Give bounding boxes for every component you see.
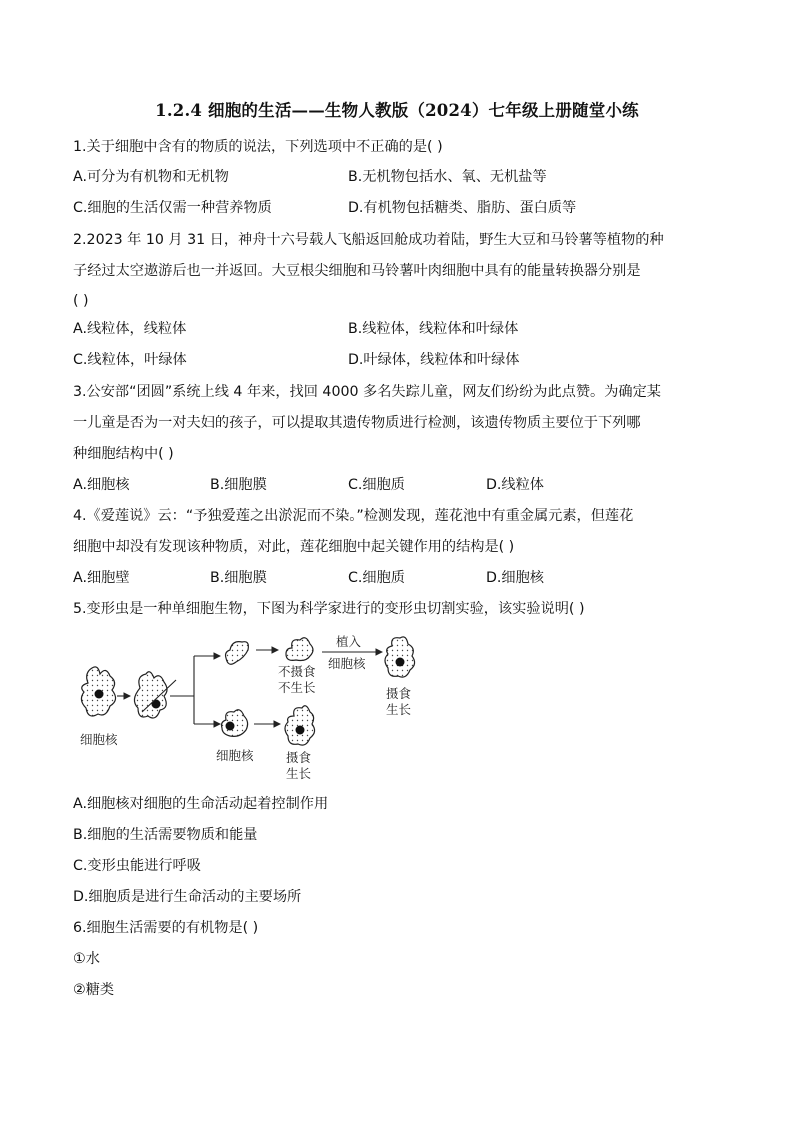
question-4-option-a: A.细胞壁: [73, 570, 130, 586]
label-nucleus-bottom: 细胞核: [216, 748, 254, 763]
question-6-item-2: ②糖类: [73, 982, 115, 998]
question-5-option-a: A.细胞核对细胞的生命活动起着控制作用: [73, 796, 329, 812]
question-1-stem: 1.关于细胞中含有的物质的说法，下列选项中不正确的是( ): [73, 139, 443, 155]
question-3-stem-line-3: 种细胞结构中( ): [73, 446, 174, 462]
label-eat-bottom-2: 生长: [286, 766, 312, 781]
label-no-eat-2: 不生长: [278, 680, 316, 695]
amoeba-fragment-no-nucleus: [226, 642, 249, 665]
question-1-option-d: D.有机物包括糖类、脂肪、蛋白质等: [348, 200, 577, 216]
question-2-option-a: A.线粒体，线粒体: [73, 321, 187, 337]
question-4-option-c: C.细胞质: [348, 570, 405, 586]
label-eat-right-1: 摄食: [386, 686, 412, 701]
question-5-option-c: C.变形虫能进行呼吸: [73, 858, 201, 874]
question-5-option-d: D.细胞质是进行生命活动的主要场所: [73, 889, 302, 905]
question-4-option-b: B.细胞膜: [210, 570, 267, 586]
label-implant-2: 细胞核: [328, 656, 366, 671]
question-5-option-b: B.细胞的生活需要物质和能量: [73, 827, 258, 843]
question-4-stem-line-2: 细胞中却没有发现该种物质，对此，莲花细胞中起关键作用的结构是( ): [73, 539, 515, 555]
question-2-option-c: C.线粒体，叶绿体: [73, 352, 187, 368]
question-1-option-c: C.细胞的生活仅需一种营养物质: [73, 200, 272, 216]
amoeba-regrown: [285, 706, 315, 745]
question-2-stem-line-3: ( ): [73, 293, 89, 309]
question-3-stem-line-1: 3.公安部“团圆”系统上线 4 年来，找回 4000 多名失踪儿童，网友们纷纷为此点赞。为确定某: [73, 384, 661, 400]
page-title: 1.2.4 细胞的生活——生物人教版（2024）七年级上册随堂小练: [155, 101, 639, 120]
question-3-stem-line-2: 一儿童是否为一对夫妇的孩子，可以提取其遗传物质进行检测，该遗传物质主要位于下列哪: [73, 415, 641, 431]
amoeba-with-implanted-nucleus: [385, 637, 415, 677]
label-eat-right-2: 生长: [386, 702, 412, 717]
amoeba-whole: [81, 667, 115, 716]
label-nucleus-left: 细胞核: [80, 732, 118, 747]
question-2-option-d: D.叶绿体，线粒体和叶绿体: [348, 352, 520, 368]
question-2-stem-line-2: 子经过太空遨游后也一并返回。大豆根尖细胞和马铃薯叶肉细胞中具有的能量转换器分别是: [73, 263, 641, 279]
question-4-option-d: D.细胞核: [486, 570, 544, 586]
question-2-option-b: B.线粒体，线粒体和叶绿体: [348, 321, 519, 337]
amoeba-fragment-no-nucleus-2: [286, 638, 313, 661]
question-2-stem-line-1: 2.2023 年 10 月 31 日，神舟十六号载人飞船返回舱成功着陆，野生大豆和马铃薯等植物的种: [73, 232, 664, 248]
amoeba-experiment-figure: [70, 628, 430, 788]
label-eat-bottom-1: 摄食: [286, 750, 312, 765]
question-6-stem: 6.细胞生活需要的有机物是( ): [73, 920, 259, 936]
question-1-option-a: A.可分为有机物和无机物: [73, 169, 229, 185]
label-implant-1: 植入: [336, 634, 362, 649]
question-3-option-d: D.线粒体: [486, 477, 544, 493]
label-no-eat-1: 不摄食: [278, 664, 316, 679]
question-3-option-a: A.细胞核: [73, 477, 130, 493]
question-3-option-b: B.细胞膜: [210, 477, 267, 493]
amoeba-fragment-with-nucleus: [222, 710, 248, 737]
question-1-option-b: B.无机物包括水、氧、无机盐等: [348, 169, 547, 185]
amoeba-being-cut: [134, 672, 176, 718]
question-3-option-c: C.细胞质: [348, 477, 405, 493]
question-5-stem: 5.变形虫是一种单细胞生物，下图为科学家进行的变形虫切割实验，该实验说明( ): [73, 601, 585, 617]
question-6-item-1: ①水: [73, 951, 100, 967]
question-4-stem-line-1: 4.《爱莲说》云：“予独爱莲之出淤泥而不染。”检测发现，莲花池中有重金属元素，但莲花: [73, 508, 634, 524]
